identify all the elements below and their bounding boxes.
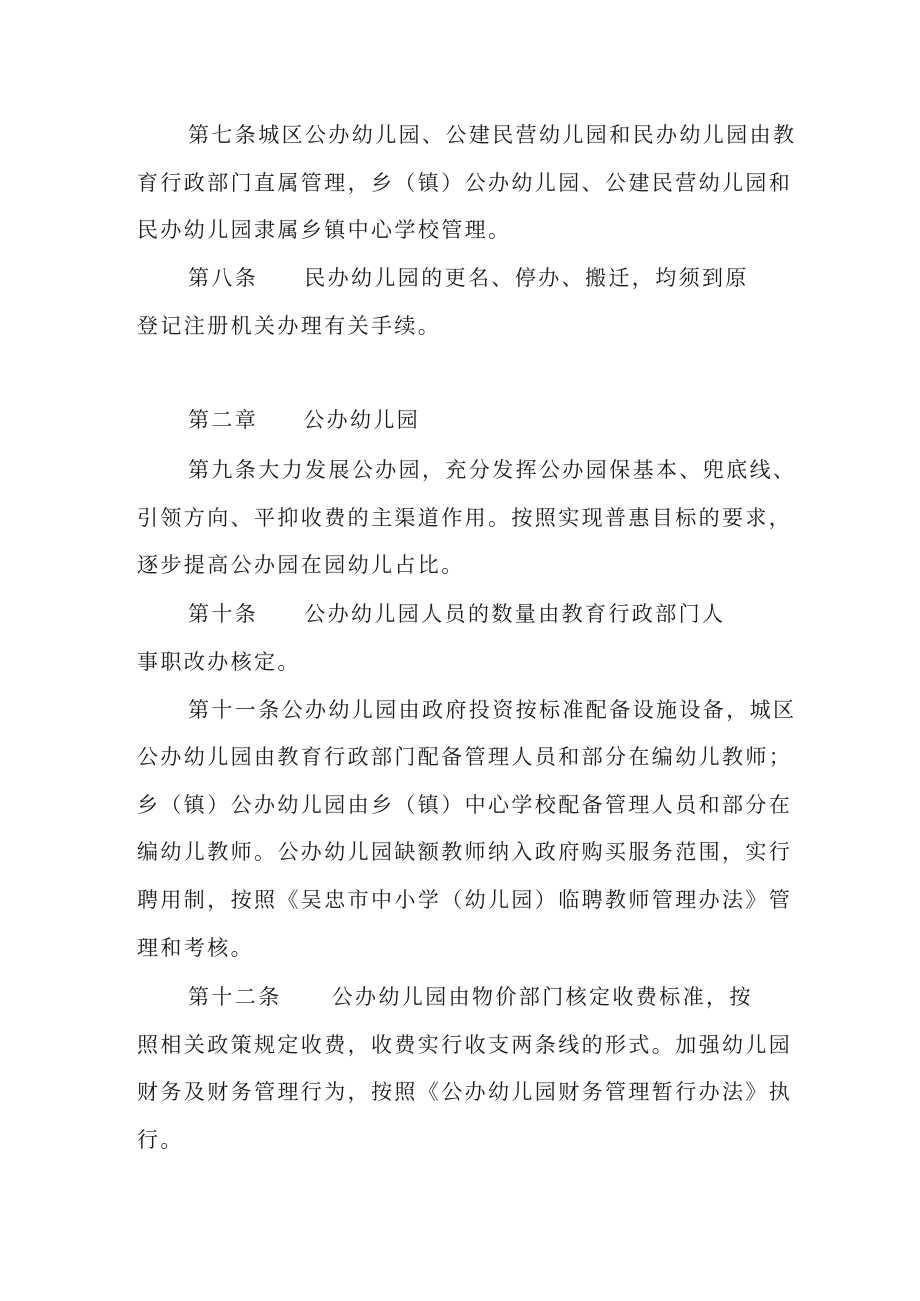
art12-text: 公办幼儿园由物价部门核定收费标准，按: [331, 985, 753, 1009]
art8-text: 民办幼儿园的更名、停办、搬迁，均须到原: [304, 266, 749, 290]
art8-heading: 第八条: [188, 266, 259, 290]
art12-line-4: 行。: [137, 1128, 184, 1152]
chapter-number: 第二章: [188, 408, 259, 432]
art11-line-6: 理和考核。: [137, 936, 254, 960]
art12-heading: 第十二条: [188, 985, 282, 1009]
chapter-title: 公办幼儿园: [303, 408, 421, 432]
art7-line-1: 第七条城区公办幼儿园、公建民营幼儿园和民办幼儿园由教: [188, 123, 797, 147]
art12-line-3: 财务及财务管理行为，按照《公办幼儿园财务管理暂行办法》执: [137, 1080, 793, 1104]
art11-line-4: 编幼儿教师。公办幼儿园缺额教师纳入政府购买服务范围，实行: [137, 840, 793, 864]
art11-line-1: 第十一条公办幼儿园由政府投资按标准配备设施设备，城区: [188, 698, 797, 722]
art9-line-2: 引领方向、平抑收费的主渠道作用。按照实现普惠目标的要求，: [137, 506, 793, 530]
art7-line-3: 民办幼儿园隶属乡镇中心学校管理。: [137, 218, 512, 242]
art12-line-1: [188, 983, 753, 1011]
art9-line-3: 逐步提高公办园在园幼儿占比。: [137, 553, 465, 577]
art9-line-1: 第九条大力发展公办园，充分发挥公办园保基本、兜底线、: [188, 458, 797, 482]
art12-line-2: 照相关政策规定收费，收费实行收支两条线的形式。加强幼儿园: [137, 1033, 793, 1057]
art7-line-2: 育行政部门直属管理，乡（镇）公办幼儿园、公建民营幼儿园和: [137, 171, 793, 195]
art10-text: 公办幼儿园人员的数量由教育行政部门人: [304, 602, 726, 626]
chapter-heading: [188, 406, 420, 434]
art8-line-1: [188, 264, 749, 292]
art10-line-2: 事职改办核定。: [137, 650, 301, 674]
art10-line-1: [188, 600, 725, 628]
art8-line-2: 登记注册机关办理有关手续。: [137, 314, 442, 338]
art11-line-2: 公办幼儿园由教育行政部门配备管理人员和部分在编幼儿教师；: [137, 745, 793, 769]
art10-heading: 第十条: [188, 602, 259, 626]
art11-line-5: 聘用制，按照《吴忠市中小学（幼儿园）临聘教师管理办法》管: [137, 888, 793, 912]
art11-line-3: 乡（镇）公办幼儿园由乡（镇）中心学校配备管理人员和部分在: [137, 793, 793, 817]
